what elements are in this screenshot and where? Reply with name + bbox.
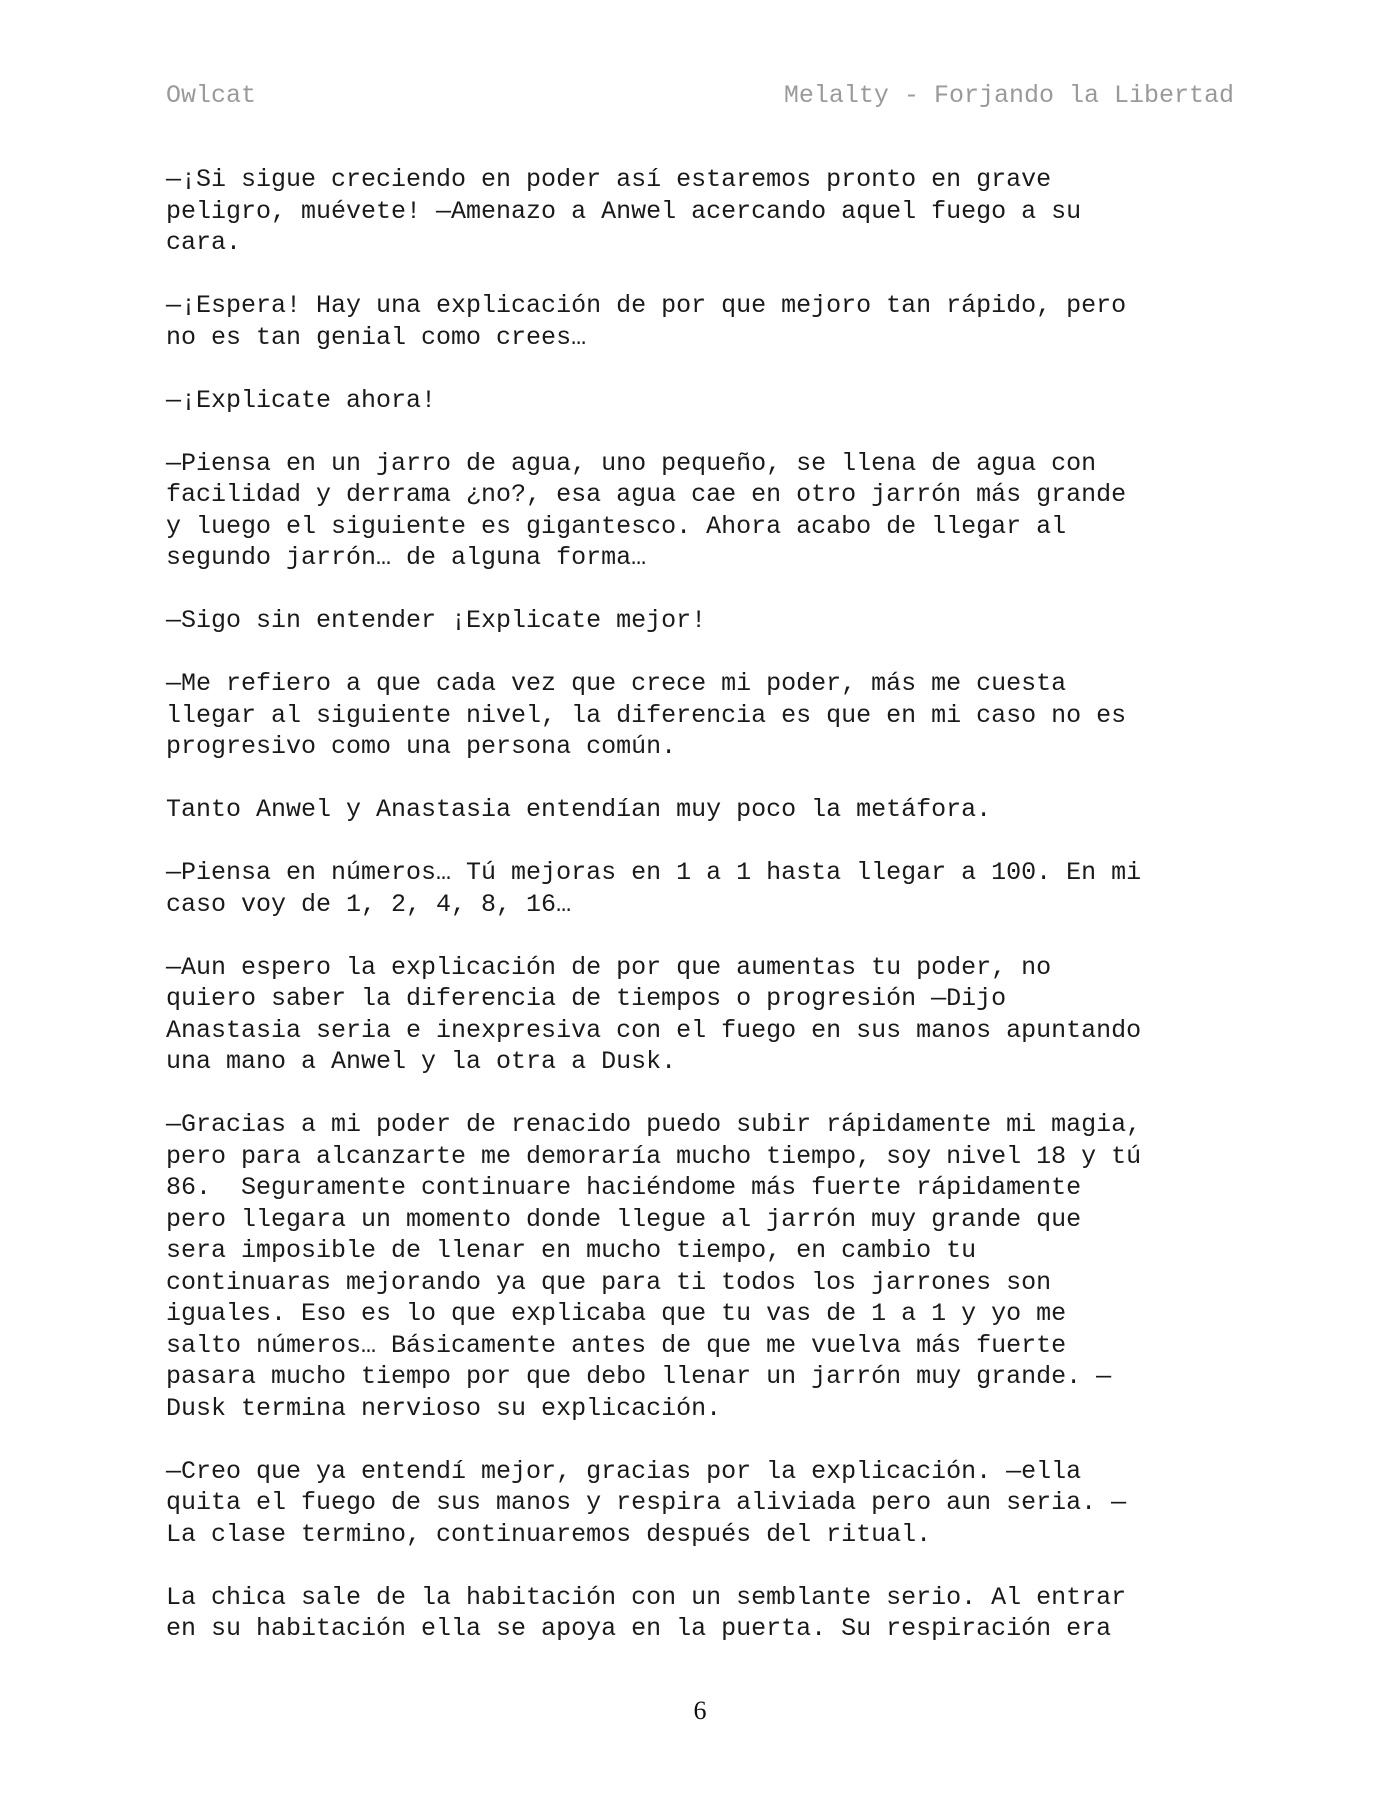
text-line: iguales. Eso es lo que explicaba que tu vas de 1 a 1 y yo me [166,1299,1067,1328]
text-line: 86. Seguramente continuare haciéndome más fuerte rápidamente [166,1173,1082,1202]
paragraph [166,1456,1246,1551]
header-author: Owlcat [166,81,257,110]
text-line: segundo jarrón… de alguna forma… [166,543,647,572]
paragraph [166,794,1246,826]
paragraph [166,1109,1246,1424]
text-line: Tanto Anwel y Anastasia entendían muy poco la metáfora. [166,795,992,824]
paragraph [166,857,1246,920]
text-line: pasara mucho tiempo por que debo llenar un jarrón muy grande. — [166,1362,1112,1391]
paragraph [166,164,1246,259]
paragraph [166,668,1246,763]
text-line: peligro, muévete! —Amenazo a Anwel acercando aquel fuego a su [166,196,1082,226]
text-line: Anastasia seria e inexpresiva con el fuego en sus manos apuntando [166,1015,1142,1045]
text-line: cara. [166,228,242,257]
text-line: —¡Explicate ahora! [166,385,437,415]
header-title: Melalty - Forjando la Libertad [783,81,1234,110]
text-line: —Sigo sin entender ¡Explicate mejor! [166,606,707,635]
text-line: —Aun espero la explicación de por que aumentas tu poder, no [166,952,1052,982]
text-line: quita el fuego de sus manos y respira aliviada pero aun seria. — [166,1488,1127,1517]
paragraph [166,952,1246,1078]
text-line: —Creo que ya entendí mejor, gracias por la explicación. —ella [166,1456,1082,1486]
text-line: —Gracias a mi poder de renacido puedo subir rápidamente mi magia, [166,1110,1142,1139]
text-line: sera imposible de llenar en mucho tiempo, en cambio tu [166,1236,977,1265]
text-line: Dusk termina nervioso su explicación. [166,1393,722,1423]
paragraph [166,448,1246,574]
text-line: caso voy de 1, 2, 4, 8, 16… [166,889,572,919]
text-line: —¡Si sigue creciendo en poder así estaremos pronto en grave [166,165,1052,194]
text-line: no es tan genial como crees… [166,322,587,352]
paragraph [166,1582,1246,1645]
text-line: —Piensa en números… Tú mejoras en 1 a 1 hasta llegar a 100. En mi [166,858,1142,887]
text-line: —¡Espera! Hay una explicación de por que mejoro tan rápido, pero [166,291,1127,320]
text-line: una mano a Anwel y la otra a Dusk. [166,1047,677,1076]
text-line: facilidad y derrama ¿no?, esa agua cae en otro jarrón más grande [166,480,1127,509]
text-line: —Me refiero a que cada vez que crece mi poder, más me cuesta [166,669,1067,698]
text-line: en su habitación ella se apoya en la puerta. Su respiración era [166,1614,1112,1643]
paragraph [166,290,1246,353]
text-line: quiero saber la diferencia de tiempos o progresión —Dijo [166,984,1007,1013]
text-line: La chica sale de la habitación con un semblante serio. Al entrar [166,1582,1127,1612]
text-line: —Piensa en un jarro de agua, uno pequeño, se llena de agua con [166,448,1097,478]
page-number: 6 [693,1696,707,1725]
text-line: La clase termino, continuaremos después del ritual. [166,1519,932,1549]
text-line: pero llegara un momento donde llegue al jarrón muy grande que [166,1204,1082,1234]
text-line: salto números… Básicamente antes de que me vuelva más fuerte [166,1330,1067,1360]
paragraph [166,385,1246,417]
text-line: y luego el siguiente es gigantesco. Ahora acabo de llegar al [166,511,1067,541]
body-text [166,164,1246,1676]
paragraph [166,605,1246,637]
text-line: llegar al siguiente nivel, la diferencia es que en mi caso no es [166,700,1127,730]
text-line: continuaras mejorando ya que para ti todos los jarrones son [166,1267,1052,1297]
text-line: pero para alcanzarte me demoraría mucho tiempo, soy nivel 18 y tú [166,1141,1142,1171]
text-line: progresivo como una persona común. [166,732,677,761]
